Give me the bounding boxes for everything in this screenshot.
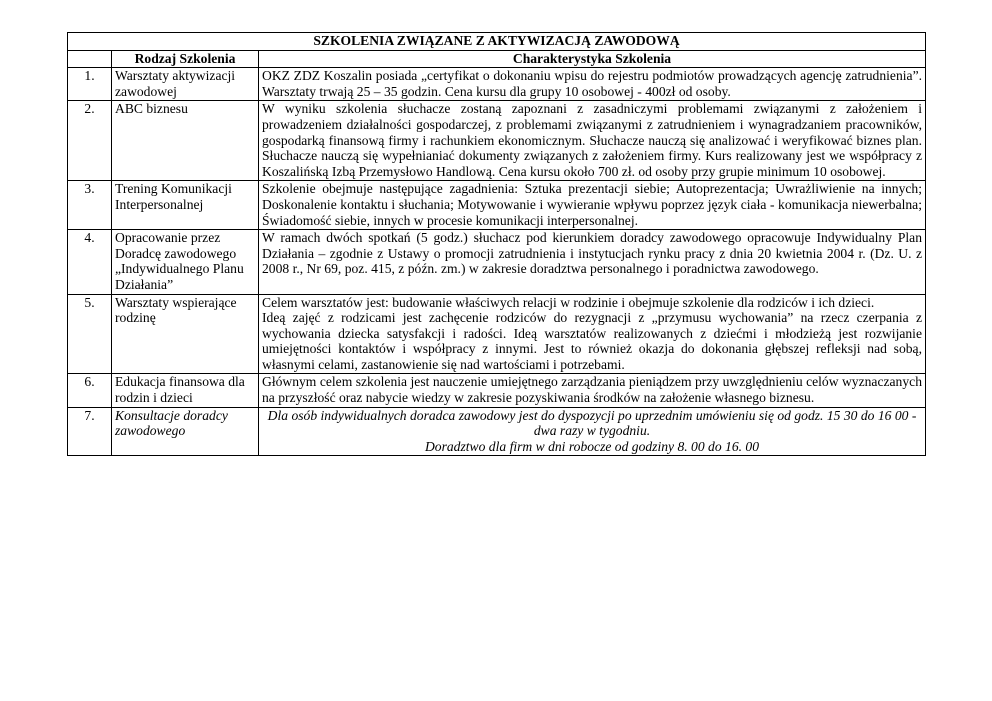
description-paragraph: Celem warsztatów jest: budowanie właściwych relacji w rodzinie i obejmuje szkolenie dla rodziców i ich dzieci. bbox=[262, 294, 875, 310]
row-number: 4. bbox=[68, 230, 112, 294]
row-number: 3. bbox=[68, 181, 112, 230]
row-number: 7. bbox=[68, 407, 112, 456]
training-type: Edukacja finansowa dla rodzin i dzieci bbox=[112, 374, 259, 407]
table-row bbox=[68, 68, 926, 101]
column-header-row bbox=[68, 50, 926, 68]
training-description bbox=[259, 101, 926, 181]
training-description bbox=[259, 181, 926, 230]
description-paragraph: Głównym celem szkolenia jest nauczenie umiejętnego zarządzania pieniądzem przy uwzględnieniu celów wyznaczanych na przyszłość oraz nabycie wiedzy w zakresie pozyskiwania środków na założenie własnego biznesu. bbox=[262, 374, 922, 406]
training-description bbox=[259, 68, 926, 101]
training-description bbox=[259, 294, 926, 374]
table-row bbox=[68, 101, 926, 181]
description-paragraph: W wyniku szkolenia słuchacze zostaną zapoznani z zasadniczymi problemami związanymi z założeniem i prowadzeniem działalności gospodarczej, z problemami związanymi z zatrudnieniem i wynagradzaniem pracowników, gospodarką finansową firmy i rachunkiem ekonomicznym. Słuchacze nauczą się analizować i weryfikować biznes plan. Słuchacze nauczą się wypełnianiać dokumenty związanych z założeniem firmy. Kurs realizowany jest we współpracy z Koszalińską Izbą Przemysłowo Handlową. Cena kursu około 700 zł. od osoby przy grupie minimum 10 osobowej. bbox=[262, 101, 922, 179]
row-number: 1. bbox=[68, 68, 112, 101]
row-number: 6. bbox=[68, 374, 112, 407]
column-header-description: Charakterystyka Szkolenia bbox=[259, 50, 926, 68]
training-description bbox=[259, 230, 926, 294]
trainings-table bbox=[67, 32, 926, 456]
row-number: 2. bbox=[68, 101, 112, 181]
training-type: Warsztaty wspierające rodzinę bbox=[112, 294, 259, 374]
training-type: Warsztaty aktywizacji zawodowej bbox=[112, 68, 259, 101]
description-paragraph: Dla osób indywidualnych doradca zawodowy jest do dyspozycji po uprzednim umówieniu się od godz. 15 30 do 16 00 - dwa razy w tygodniu. bbox=[267, 407, 917, 439]
training-type: ABC biznesu bbox=[112, 101, 259, 181]
training-description bbox=[259, 374, 926, 407]
description-paragraph: Szkolenie obejmuje następujące zagadnienia: Sztuka prezentacji siebie; Autoprezentacja; Uwrażliwienie na innych; Doskonalenie kontaktu i słuchania; Motywowanie i wywieranie wpływu poprzez język ciała - komunikacja niewerbalna; Świadomość siebie, innych w procesie komunikacji interpersonalnej. bbox=[262, 181, 922, 228]
description-paragraph: Ideą zajęć z rodzicami jest zachęcenie rodziców do rezygnacji z „przymusu wychowania” na rzecz czerpania z wychowania dziecka satysfakcji i radości. Ideą warsztatów realizowanych z dziećmi i młodzieżą jest rozwijanie umiejętności kontaktów i współpracy z innymi. Jest to również okazja do dokonania głębszej refleksji nad sobą, własnymi celami, zastanowienie się nad wartościami i potrzebami. bbox=[262, 310, 922, 372]
table-row bbox=[68, 374, 926, 407]
training-type: Konsultacje doradcy zawodowego bbox=[112, 407, 259, 456]
table-title: SZKOLENIA ZWIĄZANE Z AKTYWIZACJĄ ZAWODOWĄ bbox=[68, 33, 926, 51]
table-row bbox=[68, 294, 926, 374]
row-number: 5. bbox=[68, 294, 112, 374]
column-header-num bbox=[68, 50, 112, 68]
table-row bbox=[68, 407, 926, 456]
description-paragraph: W ramach dwóch spotkań (5 godz.) słuchacz pod kierunkiem doradcy zawodowego opracowuje Indywidualny Plan Działania – zgodnie z Ustawy o promocji zatrudnienia i instytucjach rynku pracy z dnia 20 kwietnia 2004 r. (Dz. U. z 2008 r., Nr 69, poz. 415, z późn. zm.) w zakresie doradztwa personalnego i poradnictwa zawodowego. bbox=[262, 230, 922, 277]
column-header-type: Rodzaj Szkolenia bbox=[112, 50, 259, 68]
training-description bbox=[259, 407, 926, 456]
description-paragraph: OKZ ZDZ Koszalin posiada „certyfikat o dokonaniu wpisu do rejestru podmiotów prowadzących agencję zatrudnienia”. Warsztaty trwają 25 – 35 godzin. Cena kursu dla grupy 10 osobowej - 400zł od osoby. bbox=[262, 68, 922, 99]
table-row bbox=[68, 181, 926, 230]
table-row bbox=[68, 230, 926, 294]
training-type: Opracowanie przez Doradcę zawodowego „Indywidualnego Planu Działania” bbox=[112, 230, 259, 294]
description-paragraph: Doradztwo dla firm w dni robocze od godziny 8. 00 do 16. 00 bbox=[424, 438, 760, 454]
training-type: Trening Komunikacji Interpersonalnej bbox=[112, 181, 259, 230]
title-row bbox=[68, 33, 926, 51]
